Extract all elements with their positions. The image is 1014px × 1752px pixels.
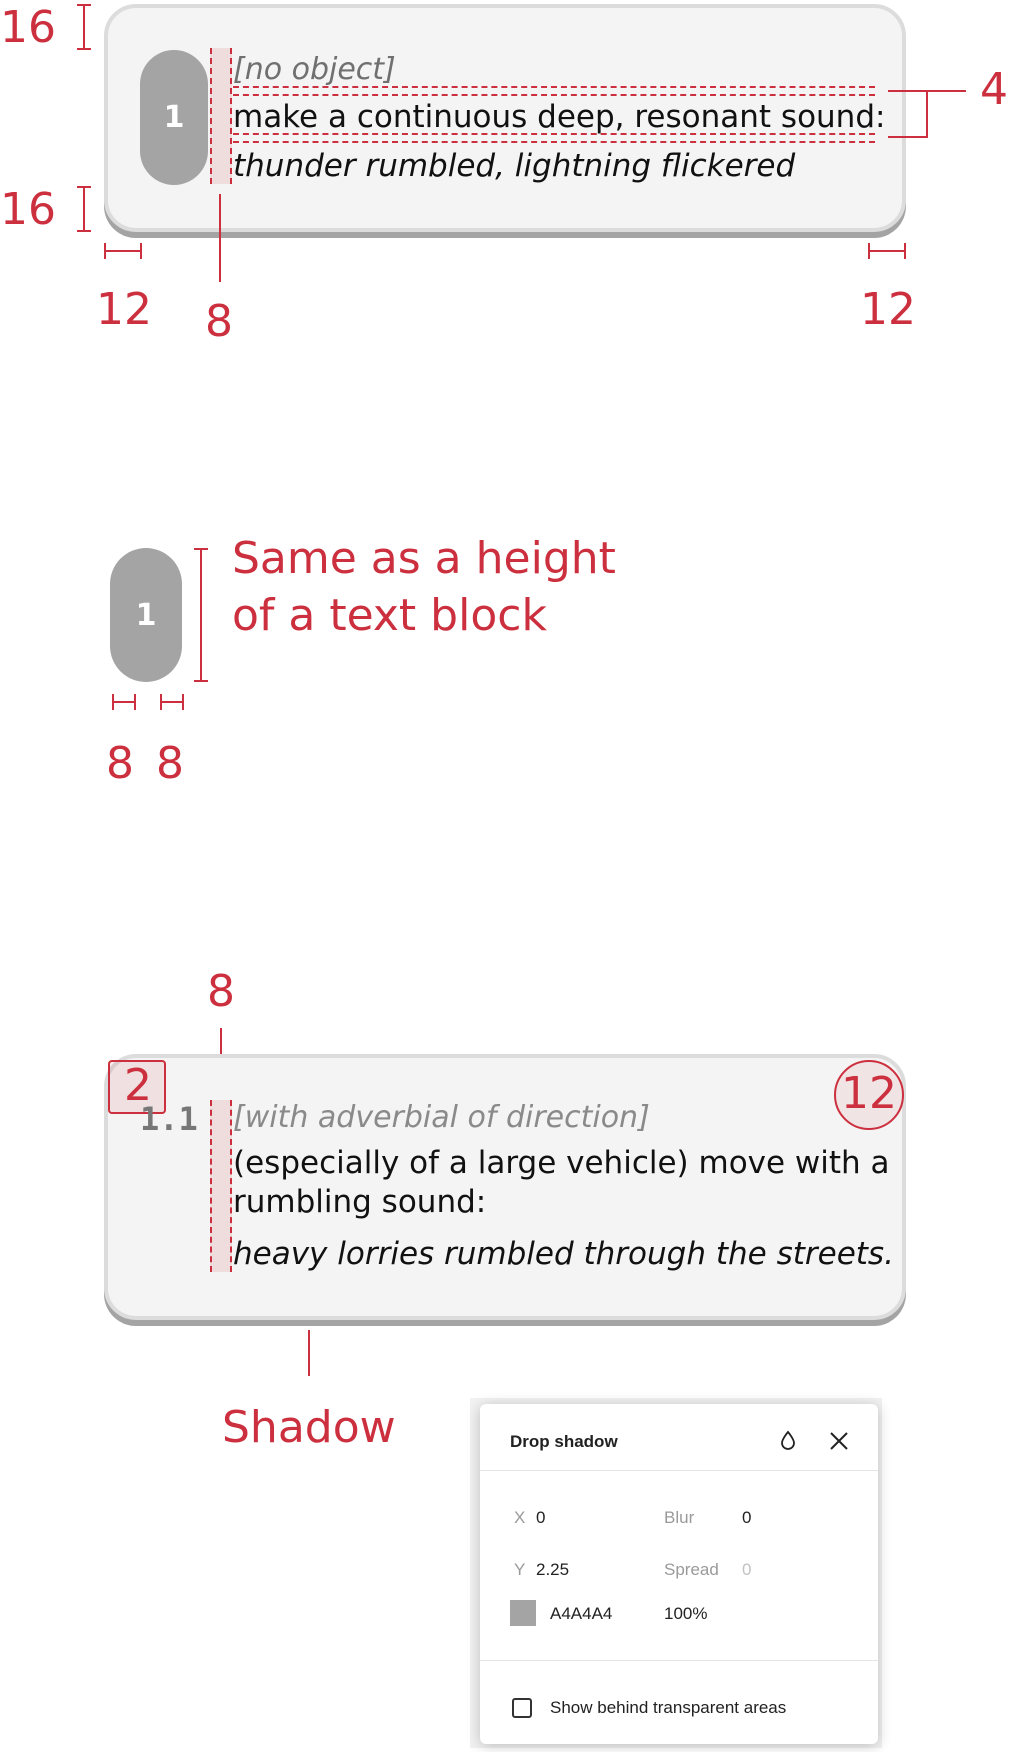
dim-top-line xyxy=(83,4,85,50)
panel-title: Drop shadow xyxy=(510,1432,618,1451)
drop-shadow-panel xyxy=(480,1404,878,1744)
spread-label: Spread xyxy=(664,1560,719,1579)
dim-pill-right: 8 xyxy=(156,738,184,789)
pill-height-note: Same as a height of a text block xyxy=(232,533,616,641)
sense-number-pill: 1 xyxy=(140,50,208,185)
dim-left-margin: 12 xyxy=(96,284,152,335)
y-input[interactable]: 2.25 xyxy=(536,1560,570,1579)
gap-guide xyxy=(210,48,232,184)
spread-input[interactable]: 0 xyxy=(742,1560,752,1579)
panel-divider-top xyxy=(480,1470,878,1471)
y-label: Y xyxy=(514,1560,526,1579)
subsense-example: heavy lorries rumbled through the streets. xyxy=(233,1236,894,1272)
gap-guide-2 xyxy=(210,1100,232,1272)
pill-demo: 1 xyxy=(110,548,182,682)
panel-divider-bottom xyxy=(480,1660,878,1661)
dim-pill-left: 8 xyxy=(106,738,134,789)
sense-example: thunder rumbled, lightning flickered xyxy=(233,148,796,184)
dim-top-pad: 16 xyxy=(0,2,56,53)
subsense-definition: (especially of a large vehicle) move with a rumbling sound: xyxy=(233,1145,890,1220)
x-input[interactable]: 0 xyxy=(536,1508,546,1527)
shadow-label: Shadow xyxy=(222,1402,396,1453)
blur-input[interactable]: 0 xyxy=(742,1508,752,1527)
subsense-number: 1.1 xyxy=(140,1100,198,1138)
close-icon[interactable] xyxy=(828,1430,850,1452)
color-swatch[interactable] xyxy=(510,1600,536,1626)
dim-line-gap: 4 xyxy=(980,64,1008,115)
color-hex-input[interactable]: A4A4A4 xyxy=(550,1604,613,1623)
dim-gap-2: 8 xyxy=(207,966,235,1017)
dim-gap: 8 xyxy=(205,296,233,347)
blur-label: Blur xyxy=(664,1508,695,1527)
sense-definition: make a continuous deep, resonant sound: xyxy=(233,99,886,135)
dim-border-width: 2 xyxy=(124,1060,152,1111)
dim-corner-radius: 12 xyxy=(841,1068,897,1119)
dim-bottom-pad: 16 xyxy=(0,184,56,235)
show-behind-checkbox[interactable] xyxy=(512,1698,532,1718)
subsense-grammar: [with adverbial of direction] xyxy=(233,1100,650,1135)
line-gap-guide xyxy=(233,86,875,96)
droplet-icon[interactable] xyxy=(778,1430,798,1452)
x-label: X xyxy=(514,1508,526,1527)
dim-right-margin: 12 xyxy=(860,284,916,335)
show-behind-label: Show behind transparent areas xyxy=(550,1698,787,1717)
sense-grammar: [no object] xyxy=(233,52,396,87)
opacity-input[interactable]: 100% xyxy=(664,1604,708,1623)
